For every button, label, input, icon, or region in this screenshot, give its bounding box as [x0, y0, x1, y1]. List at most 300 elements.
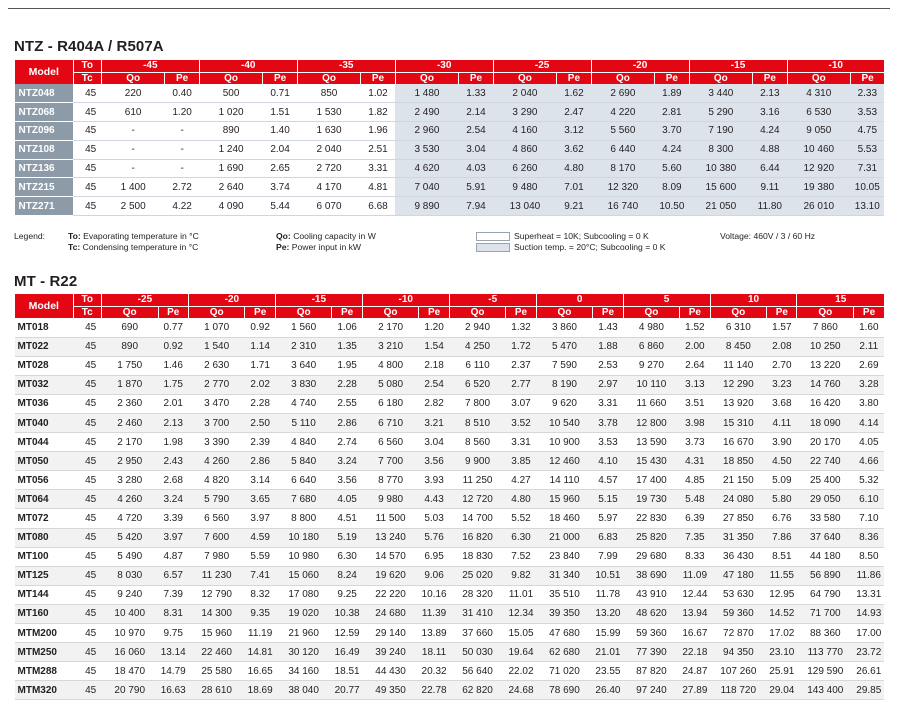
pe-cell: 4.24: [655, 140, 689, 159]
pe-cell: 5.80: [767, 490, 797, 509]
qo-cell: 22 740: [797, 452, 854, 471]
table-row: [15, 197, 885, 216]
qo-cell: 9 980: [362, 490, 419, 509]
qo-cell: 48 620: [623, 604, 680, 623]
pe-cell: 5.91: [459, 178, 493, 197]
pe-cell: 1.20: [419, 318, 449, 337]
qo-cell: 20 170: [797, 433, 854, 452]
evap-temp-header: 15: [797, 294, 884, 306]
qo-cell: 44 180: [797, 547, 854, 566]
qo-cell: 2 040: [297, 140, 361, 159]
pe-cell: 1.95: [332, 356, 362, 375]
tc-cell: 45: [73, 337, 101, 356]
tc-cell: 45: [73, 84, 101, 103]
pe-cell: 7.10: [854, 509, 884, 528]
pe-cell: 4.31: [680, 452, 710, 471]
model-cell: MT044: [15, 433, 74, 452]
pe-cell: 3.53: [851, 103, 884, 122]
qo-header: Qo: [395, 72, 459, 84]
header-row-to: [15, 294, 885, 306]
table-row: [15, 318, 885, 337]
qo-cell: -: [101, 159, 165, 178]
tc-cell: 45: [73, 471, 101, 490]
qo-header: Qo: [536, 306, 593, 318]
pe-cell: 2.37: [506, 356, 536, 375]
pe-cell: 2.01: [158, 394, 188, 413]
qo-cell: 12 290: [710, 375, 767, 394]
qo-cell: 16 820: [449, 528, 506, 547]
pe-cell: 2.28: [245, 394, 275, 413]
tc-cell: 45: [73, 528, 101, 547]
pe-cell: 1.54: [419, 337, 449, 356]
pe-header: Pe: [263, 72, 297, 84]
qo-cell: 12 790: [188, 585, 245, 604]
tc-cell: 45: [73, 413, 101, 432]
qo-header: Qo: [362, 306, 419, 318]
pe-cell: 4.88: [753, 140, 787, 159]
qo-cell: 143 400: [797, 681, 854, 700]
pe-cell: 5.44: [263, 197, 297, 216]
pe-cell: 7.01: [557, 178, 591, 197]
qo-cell: 29 140: [362, 624, 419, 643]
qo-cell: 24 080: [710, 490, 767, 509]
model-cell: NTZ108: [15, 140, 74, 159]
pe-cell: 1.14: [245, 337, 275, 356]
tc-cell: 45: [73, 356, 101, 375]
model-cell: MT018: [15, 318, 74, 337]
model-cell: NTZ048: [15, 84, 74, 103]
qo-header: Qo: [297, 72, 361, 84]
pe-cell: 4.85: [680, 471, 710, 490]
qo-cell: 7 040: [395, 178, 459, 197]
pe-cell: 6.30: [332, 547, 362, 566]
model-header: Model: [15, 60, 74, 84]
pe-cell: 3.68: [767, 394, 797, 413]
pe-cell: 2.77: [506, 375, 536, 394]
qo-cell: 4 820: [188, 471, 245, 490]
tc-cell: 45: [73, 122, 101, 141]
qo-cell: 3 290: [493, 103, 557, 122]
pe-cell: -: [165, 122, 199, 141]
qo-header: Qo: [101, 72, 165, 84]
pe-cell: 9.75: [158, 624, 188, 643]
pe-cell: 1.89: [655, 84, 689, 103]
qo-header: Qo: [275, 306, 332, 318]
qo-cell: 10 180: [275, 528, 332, 547]
pe-cell: 2.70: [767, 356, 797, 375]
pe-cell: 3.80: [854, 394, 884, 413]
evap-temp-header: -5: [449, 294, 536, 306]
legend-qo-text: Cooling capacity in W: [293, 231, 376, 241]
qo-header: Qo: [188, 306, 245, 318]
qo-cell: 1 750: [101, 356, 158, 375]
pe-cell: 2.74: [332, 433, 362, 452]
mt-performance-table: [14, 294, 884, 700]
model-cell: MTM288: [15, 662, 74, 681]
qo-cell: 33 580: [797, 509, 854, 528]
pe-cell: 3.51: [680, 394, 710, 413]
pe-cell: 1.88: [593, 337, 623, 356]
qo-cell: 88 360: [797, 624, 854, 643]
qo-cell: 59 360: [710, 604, 767, 623]
legend-superheat-text: Superheat = 10K; Subcooling = 0 K: [514, 231, 649, 241]
pe-cell: 7.94: [459, 197, 493, 216]
qo-cell: 3 830: [275, 375, 332, 394]
qo-cell: 5 290: [689, 103, 753, 122]
qo-cell: 14 110: [536, 471, 593, 490]
qo-cell: 107 260: [710, 662, 767, 681]
pe-cell: 8.32: [245, 585, 275, 604]
model-cell: MT022: [15, 337, 74, 356]
table-row: [15, 413, 885, 432]
qo-cell: 4 740: [275, 394, 332, 413]
pe-cell: 23.72: [854, 643, 884, 662]
qo-cell: 77 390: [623, 643, 680, 662]
model-cell: MTM320: [15, 681, 74, 700]
pe-cell: 11.80: [753, 197, 787, 216]
pe-cell: 3.04: [419, 433, 449, 452]
pe-cell: 11.09: [680, 566, 710, 585]
pe-cell: 3.53: [593, 433, 623, 452]
model-cell: MTM200: [15, 624, 74, 643]
pe-cell: 1.32: [506, 318, 536, 337]
table-row: [15, 375, 885, 394]
pe-cell: 3.90: [767, 433, 797, 452]
qo-cell: 87 820: [623, 662, 680, 681]
qo-cell: 72 870: [710, 624, 767, 643]
qo-cell: 8 190: [536, 375, 593, 394]
qo-cell: 5 790: [188, 490, 245, 509]
pe-cell: 4.59: [245, 528, 275, 547]
pe-cell: 7.52: [506, 547, 536, 566]
pe-cell: 2.28: [332, 375, 362, 394]
pe-cell: 3.39: [158, 509, 188, 528]
table2-title: MT - R22: [14, 273, 78, 290]
pe-header: Pe: [854, 306, 884, 318]
pe-cell: 5.15: [593, 490, 623, 509]
pe-cell: 5.59: [245, 547, 275, 566]
table-row: [15, 452, 885, 471]
pe-cell: 14.81: [245, 643, 275, 662]
model-cell: NTZ136: [15, 159, 74, 178]
qo-cell: 22 460: [188, 643, 245, 662]
pe-cell: 20.77: [332, 681, 362, 700]
pe-cell: 26.40: [593, 681, 623, 700]
qo-cell: 21 050: [689, 197, 753, 216]
table-row: [15, 103, 885, 122]
qo-cell: 5 110: [275, 413, 332, 432]
pe-cell: 3.21: [419, 413, 449, 432]
qo-cell: 1 630: [297, 122, 361, 141]
pe-cell: 6.44: [753, 159, 787, 178]
qo-cell: 2 690: [591, 84, 655, 103]
legend-tc-key: Tc:: [68, 242, 81, 252]
evap-temp-header: -30: [395, 60, 493, 72]
pe-cell: 11.86: [854, 566, 884, 585]
qo-cell: 7 860: [797, 318, 854, 337]
qo-header: Qo: [493, 72, 557, 84]
qo-cell: 21 000: [536, 528, 593, 547]
pe-cell: 26.61: [854, 662, 884, 681]
qo-cell: 21 150: [710, 471, 767, 490]
pe-cell: 3.12: [557, 122, 591, 141]
qo-cell: 49 350: [362, 681, 419, 700]
qo-cell: 2 720: [297, 159, 361, 178]
qo-cell: 15 310: [710, 413, 767, 432]
top-rule: [8, 8, 890, 9]
qo-cell: 2 360: [101, 394, 158, 413]
model-cell: NTZ096: [15, 122, 74, 141]
qo-cell: 14 300: [188, 604, 245, 623]
pe-cell: 3.62: [557, 140, 591, 159]
qo-cell: 10 250: [797, 337, 854, 356]
pe-header: Pe: [459, 72, 493, 84]
qo-cell: 5 490: [101, 547, 158, 566]
pe-cell: 27.89: [680, 681, 710, 700]
pe-cell: -: [165, 159, 199, 178]
pe-cell: 6.83: [593, 528, 623, 547]
qo-cell: 12 460: [536, 452, 593, 471]
pe-cell: 8.09: [655, 178, 689, 197]
qo-cell: 14 760: [797, 375, 854, 394]
qo-cell: 15 060: [275, 566, 332, 585]
qo-cell: 7 680: [275, 490, 332, 509]
evap-temp-header: -35: [297, 60, 395, 72]
qo-cell: 500: [199, 84, 263, 103]
pe-cell: 3.78: [593, 413, 623, 432]
to-header: To: [73, 60, 101, 72]
model-cell: MT064: [15, 490, 74, 509]
qo-cell: 6 440: [591, 140, 655, 159]
pe-cell: 3.56: [332, 471, 362, 490]
tc-cell: 45: [73, 394, 101, 413]
pe-cell: 3.24: [332, 452, 362, 471]
table-row: [15, 471, 885, 490]
model-cell: MT056: [15, 471, 74, 490]
qo-cell: 38 690: [623, 566, 680, 585]
pe-cell: 14.79: [158, 662, 188, 681]
pe-cell: 5.97: [593, 509, 623, 528]
qo-cell: 6 560: [188, 509, 245, 528]
pe-cell: 2.68: [158, 471, 188, 490]
legend-suction-text: Suction temp. = 20°C; Subcooling = 0 K: [514, 242, 666, 252]
qo-cell: 17 080: [275, 585, 332, 604]
qo-cell: 6 530: [787, 103, 851, 122]
legend-quantities: [276, 231, 376, 253]
pe-cell: 1.62: [557, 84, 591, 103]
qo-cell: 890: [199, 122, 263, 141]
pe-cell: 14.93: [854, 604, 884, 623]
qo-cell: 4 840: [275, 433, 332, 452]
qo-cell: 890: [101, 337, 158, 356]
pe-cell: 1.46: [158, 356, 188, 375]
qo-cell: 15 600: [689, 178, 753, 197]
pe-cell: 7.31: [851, 159, 884, 178]
qo-cell: 37 660: [449, 624, 506, 643]
qo-cell: 7 190: [689, 122, 753, 141]
tc-header: Tc: [73, 72, 101, 84]
qo-cell: 29 050: [797, 490, 854, 509]
pe-cell: 1.75: [158, 375, 188, 394]
qo-cell: 3 470: [188, 394, 245, 413]
pe-cell: 2.47: [557, 103, 591, 122]
pe-cell: 8.33: [680, 547, 710, 566]
qo-cell: 11 250: [449, 471, 506, 490]
pe-cell: 1.96: [361, 122, 395, 141]
qo-cell: 39 240: [362, 643, 419, 662]
qo-cell: 8 770: [362, 471, 419, 490]
qo-cell: 39 350: [536, 604, 593, 623]
table-row: [15, 394, 885, 413]
pe-cell: 0.40: [165, 84, 199, 103]
qo-header: Qo: [797, 306, 854, 318]
qo-cell: 2 950: [101, 452, 158, 471]
pe-cell: 9.35: [245, 604, 275, 623]
pe-cell: 13.31: [854, 585, 884, 604]
qo-cell: 7 980: [188, 547, 245, 566]
qo-cell: 36 430: [710, 547, 767, 566]
tc-cell: 45: [73, 197, 101, 216]
qo-cell: 4 310: [787, 84, 851, 103]
table-row: [15, 159, 885, 178]
tc-cell: 45: [73, 624, 101, 643]
qo-cell: 47 180: [710, 566, 767, 585]
qo-cell: 9 900: [449, 452, 506, 471]
pe-cell: 22.18: [680, 643, 710, 662]
pe-cell: 4.80: [506, 490, 536, 509]
qo-cell: 2 460: [101, 413, 158, 432]
table-row: [15, 122, 885, 141]
qo-cell: 29 680: [623, 547, 680, 566]
pe-header: Pe: [593, 306, 623, 318]
qo-cell: 9 480: [493, 178, 557, 197]
table-row: [15, 140, 885, 159]
qo-cell: 2 770: [188, 375, 245, 394]
qo-cell: 3 640: [275, 356, 332, 375]
model-header: Model: [15, 294, 74, 318]
tc-cell: 45: [73, 159, 101, 178]
qo-cell: -: [101, 122, 165, 141]
pe-cell: 2.13: [753, 84, 787, 103]
pe-cell: 1.82: [361, 103, 395, 122]
pe-cell: 16.49: [332, 643, 362, 662]
pe-cell: 23.10: [767, 643, 797, 662]
pe-cell: 6.30: [506, 528, 536, 547]
pe-cell: 2.82: [419, 394, 449, 413]
tc-cell: 45: [73, 643, 101, 662]
pe-cell: 15.99: [593, 624, 623, 643]
qo-cell: 610: [101, 103, 165, 122]
qo-cell: 19 620: [362, 566, 419, 585]
qo-cell: 4 250: [449, 337, 506, 356]
qo-cell: 4 260: [101, 490, 158, 509]
evap-temp-header: 10: [710, 294, 797, 306]
pe-cell: 10.38: [332, 604, 362, 623]
pe-cell: 2.13: [158, 413, 188, 432]
qo-cell: 10 400: [101, 604, 158, 623]
qo-cell: 6 260: [493, 159, 557, 178]
table-row: [15, 528, 885, 547]
qo-cell: 21 960: [275, 624, 332, 643]
qo-header: Qo: [199, 72, 263, 84]
qo-cell: 8 450: [710, 337, 767, 356]
pe-cell: 2.08: [767, 337, 797, 356]
header-row-to: [15, 60, 885, 72]
evap-temp-header: -25: [101, 294, 188, 306]
qo-cell: 28 320: [449, 585, 506, 604]
pe-cell: 2.18: [419, 356, 449, 375]
pe-cell: 3.97: [158, 528, 188, 547]
pe-cell: 6.10: [854, 490, 884, 509]
qo-cell: 9 240: [101, 585, 158, 604]
pe-cell: 1.02: [361, 84, 395, 103]
qo-cell: 8 030: [101, 566, 158, 585]
qo-cell: 4 160: [493, 122, 557, 141]
qo-cell: 4 860: [493, 140, 557, 159]
qo-cell: 6 110: [449, 356, 506, 375]
to-header: To: [73, 294, 101, 306]
pe-cell: 11.19: [245, 624, 275, 643]
pe-cell: 2.11: [854, 337, 884, 356]
qo-cell: 7 800: [449, 394, 506, 413]
pe-cell: 9.21: [557, 197, 591, 216]
pe-cell: 11.01: [506, 585, 536, 604]
pe-cell: 3.04: [459, 140, 493, 159]
pe-cell: 21.01: [593, 643, 623, 662]
pe-cell: 4.75: [851, 122, 884, 141]
qo-cell: 118 720: [710, 681, 767, 700]
pe-cell: 16.67: [680, 624, 710, 643]
legend-pe-key: Pe:: [276, 242, 290, 252]
qo-cell: 4 720: [101, 509, 158, 528]
qo-cell: 3 210: [362, 337, 419, 356]
pe-cell: 3.52: [506, 413, 536, 432]
pe-cell: 22.02: [506, 662, 536, 681]
model-cell: MT040: [15, 413, 74, 432]
pe-cell: 2.54: [419, 375, 449, 394]
qo-header: Qo: [449, 306, 506, 318]
qo-cell: 4 980: [623, 318, 680, 337]
tc-cell: 45: [73, 662, 101, 681]
pe-cell: 6.95: [419, 547, 449, 566]
table-row: [15, 490, 885, 509]
qo-cell: 15 960: [536, 490, 593, 509]
pe-cell: 2.50: [245, 413, 275, 432]
tc-cell: 45: [73, 103, 101, 122]
qo-cell: 4 170: [297, 178, 361, 197]
model-cell: MT160: [15, 604, 74, 623]
qo-cell: 12 320: [591, 178, 655, 197]
qo-cell: 4 800: [362, 356, 419, 375]
qo-cell: 53 630: [710, 585, 767, 604]
qo-cell: 5 470: [536, 337, 593, 356]
pe-cell: 4.57: [593, 471, 623, 490]
qo-cell: 1 020: [199, 103, 263, 122]
qo-cell: 23 840: [536, 547, 593, 566]
qo-cell: 2 170: [101, 433, 158, 452]
qo-header: Qo: [787, 72, 851, 84]
qo-cell: 20 790: [101, 681, 158, 700]
qo-cell: 10 970: [101, 624, 158, 643]
pe-cell: 5.52: [506, 509, 536, 528]
pe-cell: 24.68: [506, 681, 536, 700]
pe-cell: 3.14: [245, 471, 275, 490]
model-cell: MT032: [15, 375, 74, 394]
table-row: [15, 84, 885, 103]
qo-header: Qo: [591, 72, 655, 84]
pe-cell: 11.78: [593, 585, 623, 604]
pe-cell: 5.19: [332, 528, 362, 547]
